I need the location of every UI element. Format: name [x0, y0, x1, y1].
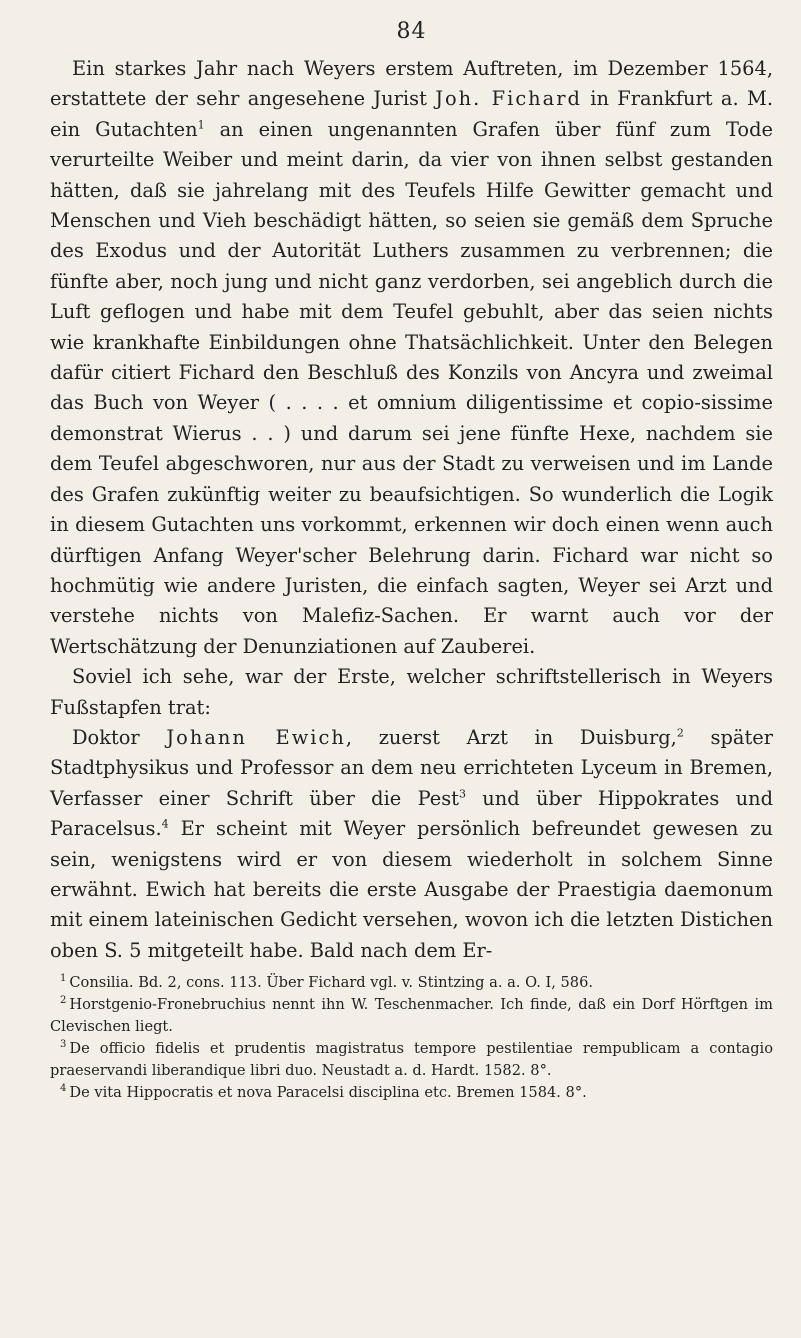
- footnote-3: [50, 1038, 773, 1082]
- footnote-mark: 1: [60, 973, 67, 985]
- footnote-4: [50, 1082, 773, 1104]
- text-run: , zuerst Arzt in Duisburg,: [345, 725, 677, 749]
- paragraph-3: [50, 723, 773, 966]
- text-run: Er scheint mit Weyer persönlich befreundet gewesen zu sein, wenigstens wird er von diesem wiederholt in solchem Sinne erwähnt. Ewich hat bereits die erste Ausgabe der Praestigia daemonum mit einem lateinischen Gedicht versehen, wovon ich die letzten Distichen oben S. 5 mitgeteilt habe. Bald nach dem Er-: [50, 817, 774, 962]
- footnote-ref-3[interactable]: 3: [458, 787, 466, 801]
- text-run: Soviel ich sehe, war der Erste, welcher schriftstellerisch in Weyers Fußstapfen trat:: [50, 665, 773, 719]
- page-number: 84: [396, 19, 427, 44]
- person-name-fichard: Joh. Fichard: [435, 87, 582, 111]
- footnote-text: Horstgenio-Fronebruchius nennt ihn W. Teschenmacher. Ich finde, daß ein Dorf Hörftgen im Clevischen liegt.: [50, 996, 773, 1036]
- footnote-mark: 4: [60, 1083, 67, 1095]
- text-run: später Stadtphysikus und Professor an dem neu errichteten Lyceum in Bremen, Verfasser einer Schrift über die Pest: [50, 725, 774, 810]
- footnote-text: Consilia. Bd. 2, cons. 113. Über Fichard vgl. v. Stintzing a. a. O. I, 586.: [69, 974, 594, 992]
- footnote-2: [50, 994, 773, 1038]
- footnote-mark: 3: [60, 1039, 67, 1051]
- text-run: und über Hippokrates und Paracelsus.: [50, 786, 773, 841]
- paragraph-2: [50, 662, 773, 723]
- text-run: an einen ungenannten Grafen über fünf zum Tode verurteilte Weiber und meint darin, da vier von ihnen selbst gestanden hätten, daß sie jahrelang mit des Teufels Hilfe Gewitter gemacht und Menschen und Vieh beschädigt hätten, so seien sie gemäß dem Spruche des Exodus und der Autorität Luthers zusammen zu verbrennen; die fünfte aber, noch jung und nicht ganz verdorben, sei angeblich durch die Luft geflogen und habe mit dem Teufel gebuhlt, aber das seien nichts wie krankhafte Einbildungen ohne Thatsächlichkeit. Unter den Belegen dafür citiert Fichard den Beschluß des Konzils von Ancyra und zweimal das Buch von Weyer ( . . . . et omnium diligentissime et copio-sissime demonstrat Wierus . . ) und darum sei jene fünfte Hexe, nachdem sie dem Teufel abgeschworen, nur aus der Stadt zu verweisen und im Lande des Grafen zukünftig weiter zu beaufsichtigen. So wunderlich die Logik in diesem Gutachten uns vorkommt, erkennen wir doch einen wenn auch dürftigen Anfang Weyer'scher Belehrung darin. Fichard war nicht so hochmütig wie andere Juristen, die einfach sagten, Weyer sei Arzt und verstehe nichts von Malefiz-Sachen. Er warnt auch vor der Wertschätzung der Denunziationen auf Zauberei.: [50, 117, 773, 658]
- footnote-mark: 2: [60, 995, 67, 1007]
- text-run: Ein starkes Jahr nach Weyers erstem Auftreten, im Dezember 1564, erstattete der sehr angesehene Jurist: [50, 57, 773, 111]
- main-text: [50, 54, 773, 966]
- text-run: in Frankfurt a. M. ein Gutachten: [50, 87, 773, 141]
- footnote-ref-2[interactable]: 2: [676, 726, 684, 740]
- footnote-1: [50, 972, 773, 994]
- footnote-ref-1[interactable]: 1: [197, 118, 205, 132]
- footnote-text: De vita Hippocratis et nova Paracelsi disciplina etc. Bremen 1584. 8°.: [69, 1084, 587, 1102]
- footnotes: [50, 972, 773, 1104]
- footnote-ref-4[interactable]: 4: [161, 817, 169, 831]
- person-name-ewich: Johann Ewich: [166, 725, 346, 749]
- footnote-text: De officio fidelis et prudentis magistratus tempore pestilentiae rempublicam a contagio praeservandi liberandique libri duo. Neustadt a. d. Hardt. 1582. 8°.: [50, 1040, 773, 1080]
- text-run: Doktor: [72, 725, 167, 749]
- paragraph-1: [50, 54, 773, 662]
